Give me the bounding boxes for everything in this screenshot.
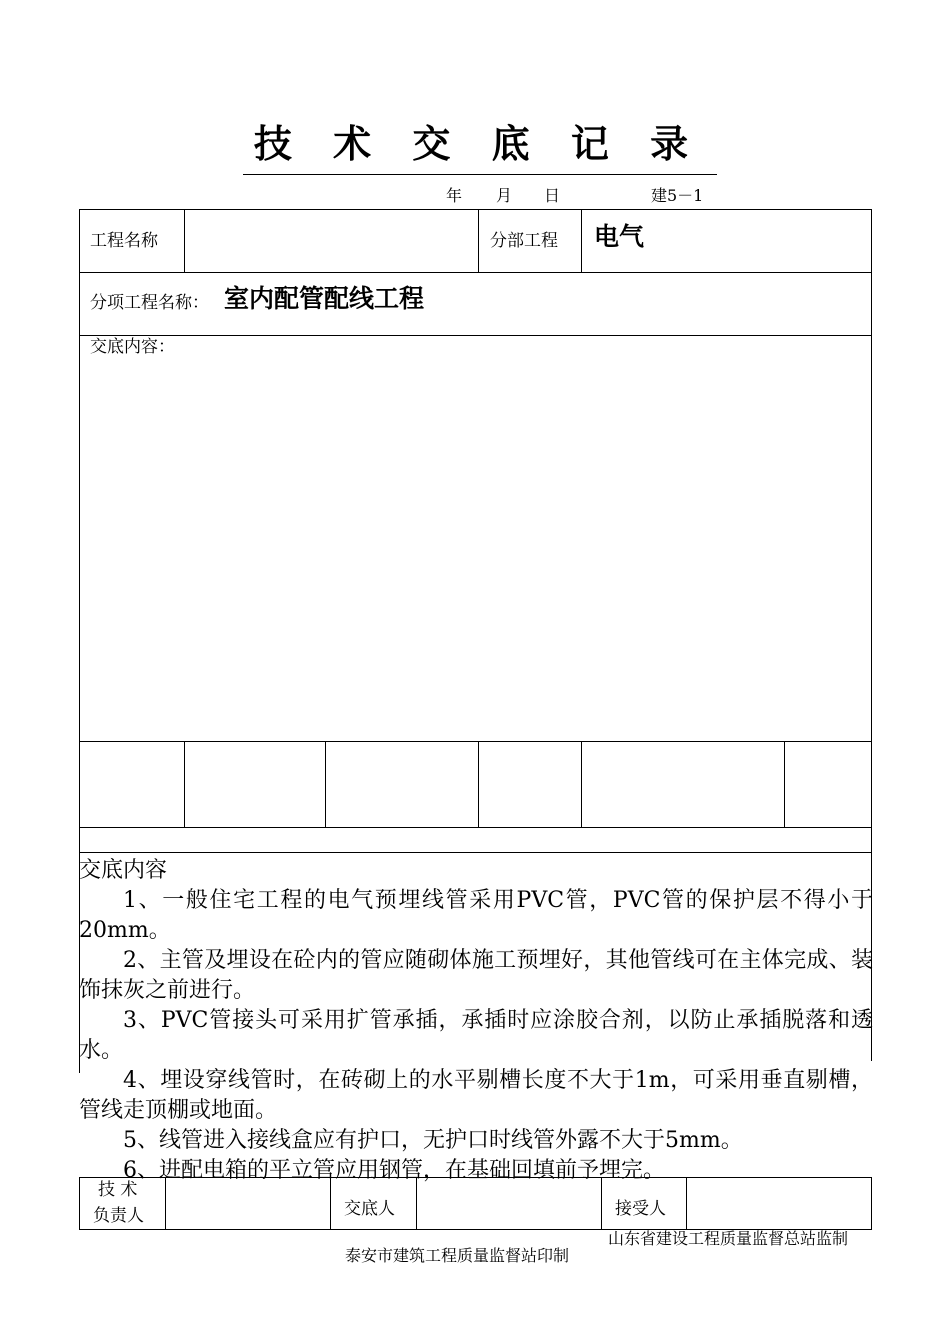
content-item: 4、埋设穿线管时，在砖砌上的水平剔槽长度不大于1m，可采用垂直剔槽，管线走顶棚或地面。 xyxy=(79,1068,873,1123)
division-value[interactable]: 电气 xyxy=(594,222,645,251)
content-item: 2、主管及埋设在砼内的管应随砌体施工预埋好，其他管线可在主体完成、装饰抹灰之前进行。 xyxy=(79,948,873,1003)
content-item: 1、一般住宅工程的电气预埋线管采用PVC管，PVC管的保护层不得小于20mm。 xyxy=(79,888,873,943)
date-day-label: 日 xyxy=(544,186,561,205)
page-title: 技 术 交 底 记 录 xyxy=(253,122,703,166)
receiver-label: 接受人 xyxy=(615,1199,666,1219)
date-month-label: 月 xyxy=(496,186,513,205)
date-year-label: 年 xyxy=(446,186,463,205)
project-name-label: 工程名称 xyxy=(90,231,158,251)
title-underline xyxy=(243,174,717,175)
form-code: 建5－1 xyxy=(651,186,704,205)
content-heading: 交底内容 xyxy=(79,858,168,883)
supervisor-note: 山东省建设工程质量监督总站监制 xyxy=(608,1229,849,1248)
presenter-label: 交底人 xyxy=(344,1199,395,1219)
tech-lead-label-line2: 负责人 xyxy=(93,1206,144,1226)
subitem-value[interactable]: 室内配管配线工程 xyxy=(224,284,425,313)
content-item: 3、PVC管接头可采用扩管承插，承插时应涂胶合剂，以防止承插脱落和透水。 xyxy=(79,1008,873,1063)
tech-lead-label-line1: 技 术 xyxy=(98,1180,138,1200)
content-item: 6、进配电箱的平立管应用钢管，在基础回填前予埋完。 xyxy=(123,1158,665,1183)
content-label: 交底内容： xyxy=(90,337,175,357)
printer-note: 泰安市建筑工程质量监督站印制 xyxy=(345,1246,570,1265)
content-item: 5、线管进入接线盒应有护口，无护口时线管外露不大于5mm。 xyxy=(123,1128,743,1153)
division-label: 分部工程 xyxy=(490,231,558,251)
subitem-label: 分项工程名称： xyxy=(90,293,209,313)
disclosure-content xyxy=(79,856,873,1186)
